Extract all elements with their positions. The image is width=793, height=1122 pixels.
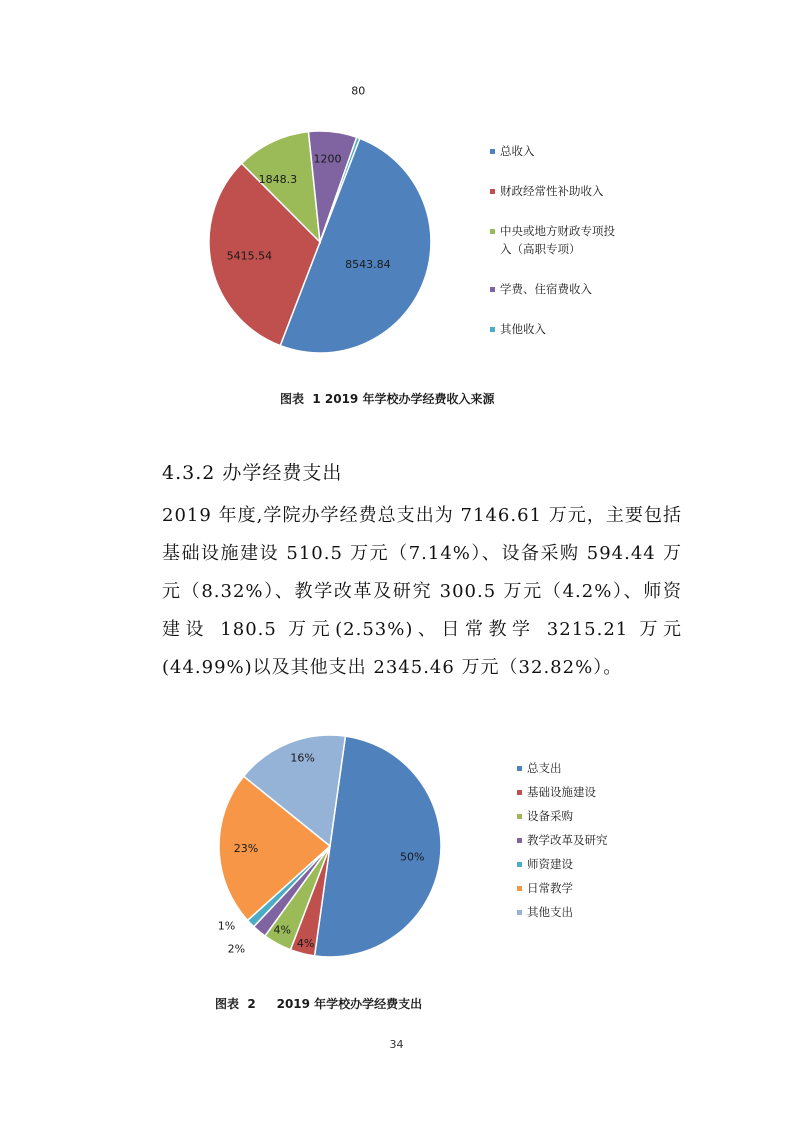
legend-swatch-1 — [490, 149, 495, 154]
legend-entry-2: 基础设施建设 — [527, 785, 596, 799]
legend-swatch-5 — [490, 287, 495, 292]
legend-entry-5: 师资建设 — [527, 857, 573, 871]
pie-data-label-2: 4% — [296, 937, 315, 951]
pie-data-label-4: 2% — [227, 942, 246, 956]
legend-entry-4: 入（高职专项） — [500, 242, 581, 256]
legend-swatch-6 — [490, 327, 495, 332]
legend-entry-1: 总支出 — [527, 761, 562, 775]
legend-swatch-3 — [490, 229, 495, 234]
income-pie-svg — [200, 84, 620, 370]
pie-data-label-3: 1848.3 — [258, 172, 298, 186]
legend-entry-2: 财政经常性补助收入 — [500, 184, 604, 198]
legend-swatch-4 — [517, 838, 522, 843]
legend-swatch-5 — [517, 862, 522, 867]
legend-entry-7: 其他支出 — [527, 905, 573, 919]
pie-data-label-5: 80 — [351, 84, 366, 98]
pie-data-label-3: 4% — [273, 923, 291, 937]
legend-entry-3: 中央或地方财政专项投 — [500, 224, 615, 238]
legend-swatch-7 — [517, 910, 522, 915]
legend-swatch-3 — [517, 814, 522, 819]
section-paragraph: 2019 年度,学院办学经费总支出为 7146.61 万元，主要包括基础设施建设 510.5 万元（7.14%）、设备采购 594.44 万元（8.32%）、教学改革及研究 300.5 万元（4.2%）、师资建设 180.5 万元(2.53%)、日常教学 3215.21 万元(44.99%)以及其他支出 2345.46 万元（32.82%）。 — [162, 505, 682, 678]
pie-data-label-2: 5415.54 — [226, 249, 273, 263]
expense-pie-svg — [200, 725, 640, 985]
legend-swatch-6 — [517, 886, 522, 891]
legend-entry-3: 设备采购 — [527, 809, 573, 823]
expense-pie-chart — [200, 725, 640, 985]
pie-data-label-1: 8543.84 — [345, 258, 391, 272]
pie-data-label-7: 16% — [290, 751, 315, 765]
figure-1-caption: 图表 1 2019 年学校办学经费收入来源 — [280, 392, 495, 406]
legend-swatch-1 — [517, 766, 522, 771]
pie-data-label-6: 23% — [233, 842, 259, 856]
legend-entry-1: 总收入 — [500, 144, 535, 158]
legend-entry-5: 学费、住宿费收入 — [500, 282, 592, 296]
pie-data-label-5: 1% — [217, 919, 236, 933]
figure-2-caption: 图表 2 2019 年学校办学经费支出 — [215, 997, 423, 1011]
section-heading: 4.3.2 办学经费支出 — [162, 462, 343, 484]
legend-swatch-2 — [517, 790, 522, 795]
pie-data-label-1: 50% — [400, 850, 425, 864]
legend-entry-4: 教学改革及研究 — [527, 833, 608, 847]
pie-data-label-4: 1200 — [313, 152, 342, 166]
legend-swatch-2 — [490, 189, 495, 194]
legend-entry-6: 其他收入 — [500, 322, 546, 336]
income-pie-chart — [200, 84, 620, 370]
legend-entry-6: 日常教学 — [527, 881, 573, 895]
page-number: 34 — [389, 1038, 404, 1051]
